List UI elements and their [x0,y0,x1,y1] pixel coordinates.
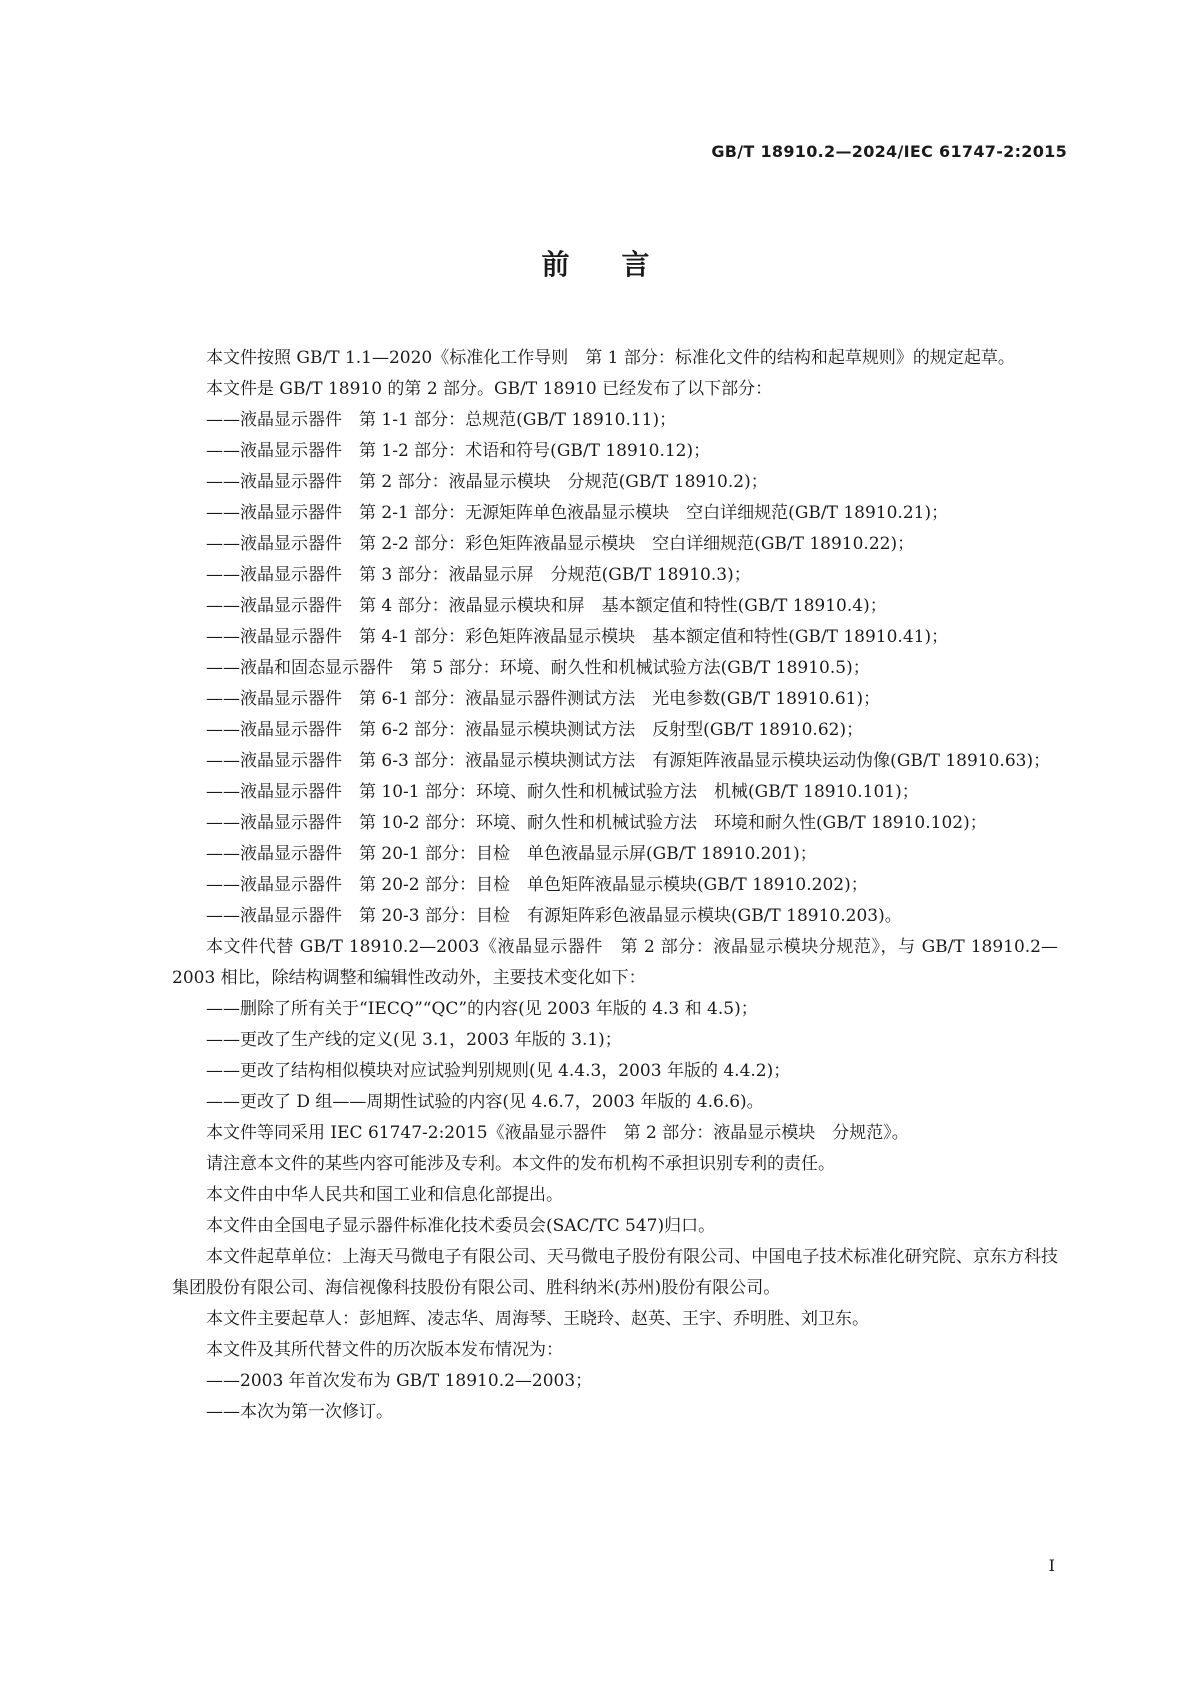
list-item: ——更改了 D 组——周期性试验的内容(见 4.6.7，2003 年版的 4.6.6)。 [206,1092,764,1112]
list-item: ——液晶和固态显示器件 第 5 部分：环境、耐久性和机械试验方法(GB/T 18910.5)； [206,658,870,678]
drafters-paragraph: 本文件主要起草人：彭旭辉、凌志华、周海琴、王晓玲、赵英、王宇、乔明胜、刘卫东。 [206,1309,869,1329]
part-statement-paragraph: 本文件是 GB/T 18910 的第 2 部分。GB/T 18910 已经发布了以下部分： [206,379,773,399]
list-item: ——液晶显示器件 第 10-2 部分：环境、耐久性和机械试验方法 环境和耐久性(GB/T 18910.102)； [206,813,987,833]
list-item: ——2003 年首次发布为 GB/T 18910.2—2003； [206,1371,593,1391]
list-item: ——更改了结构相似模块对应试验判别规则(见 4.4.3，2003 年版的 4.4.2)； [206,1061,791,1081]
drafting-rule-paragraph: 本文件按照 GB/T 1.1—2020《标准化工作导则 第 1 部分：标准化文件的结构和起草规则》的规定起草。 [206,348,1015,368]
list-item: ——液晶显示器件 第 6-2 部分：液晶显示模块测试方法 反射型(GB/T 18910.62)； [206,720,864,740]
proposed-by-paragraph: 本文件由中华人民共和国工业和信息化部提出。 [206,1185,563,1205]
foreword-body [172,343,1058,1428]
list-item: ——液晶显示器件 第 20-3 部分：目检 有源矩阵彩色液晶显示模块(GB/T 18910.203)。 [206,906,902,926]
managed-by-paragraph: 本文件由全国电子显示器件标准化技术委员会(SAC/TC 547)归口。 [206,1216,716,1236]
list-item: ——液晶显示器件 第 2-2 部分：彩色矩阵液晶显示模块 空白详细规范(GB/T 18910.22)； [206,534,915,554]
page-title: 前言 [541,248,702,281]
standard-number: GB/T 18910.2—2024/IEC 61747-2:2015 [711,142,1067,161]
list-item: ——液晶显示器件 第 20-2 部分：目检 单色矩阵液晶显示模块(GB/T 18910.202)； [206,875,868,895]
list-item: ——本次为第一次修订。 [206,1402,393,1422]
parts-list [172,405,1058,932]
list-item: ——液晶显示器件 第 1-2 部分：术语和符号(GB/T 18910.12)； [206,441,711,461]
patent-notice-paragraph: 请注意本文件的某些内容可能涉及专利。本文件的发布机构不承担识别专利的责任。 [206,1154,835,1174]
list-item: ——液晶显示器件 第 2-1 部分：无源矩阵单色液晶显示模块 空白详细规范(GB/T 18910.21)； [206,503,949,523]
list-item: ——液晶显示器件 第 10-1 部分：环境、耐久性和机械试验方法 机械(GB/T 18910.101)； [206,782,919,802]
list-item: ——删除了所有关于“IECQ”“QC”的内容(见 2003 年版的 4.3 和 4.5)； [206,999,758,1019]
list-item: ——液晶显示器件 第 1-1 部分：总规范(GB/T 18910.11)； [206,410,677,430]
drafting-units-paragraph: 本文件起草单位：上海天马微电子有限公司、天马微电子股份有限公司、中国电子技术标准化研究院、京东方科技集团股份有限公司、海信视像科技股份有限公司、胜科纳米(苏州)股份有限公司。 [172,1247,1058,1298]
history-intro-paragraph: 本文件及其所代替文件的历次版本发布情况为： [206,1340,563,1360]
changes-list [172,994,1058,1118]
list-item: ——液晶显示器件 第 4-1 部分：彩色矩阵液晶显示模块 基本额定值和特性(GB/T 18910.41)； [206,627,949,647]
replacement-paragraph: 本文件代替 GB/T 18910.2—2003《液晶显示器件 第 2 部分：液晶显示模块分规范》，与 GB/T 18910.2—2003 相比，除结构调整和编辑性改动外，主要技术变化如下： [172,937,1058,988]
list-item: ——液晶显示器件 第 20-1 部分：目检 单色液晶显示屏(GB/T 18910.201)； [206,844,817,864]
adoption-paragraph: 本文件等同采用 IEC 61747-2:2015《液晶显示器件 第 2 部分：液晶显示模块 分规范》。 [206,1123,909,1143]
list-item: ——液晶显示器件 第 4 部分：液晶显示模块和屏 基本额定值和特性(GB/T 18910.4)； [206,596,887,616]
list-item: ——液晶显示器件 第 3 部分：液晶显示屏 分规范(GB/T 18910.3)； [206,565,751,585]
history-list [172,1366,1058,1428]
list-item: ——液晶显示器件 第 2 部分：液晶显示模块 分规范(GB/T 18910.2)； [206,472,768,492]
page-number: I [1048,1556,1055,1575]
list-item: ——液晶显示器件 第 6-1 部分：液晶显示器件测试方法 光电参数(GB/T 18910.61)； [206,689,881,709]
list-item: ——液晶显示器件 第 6-3 部分：液晶显示模块测试方法 有源矩阵液晶显示模块运动伪像(GB/T 18910.63)； [206,751,1051,771]
list-item: ——更改了生产线的定义(见 3.1，2003 年版的 3.1)； [206,1030,622,1050]
